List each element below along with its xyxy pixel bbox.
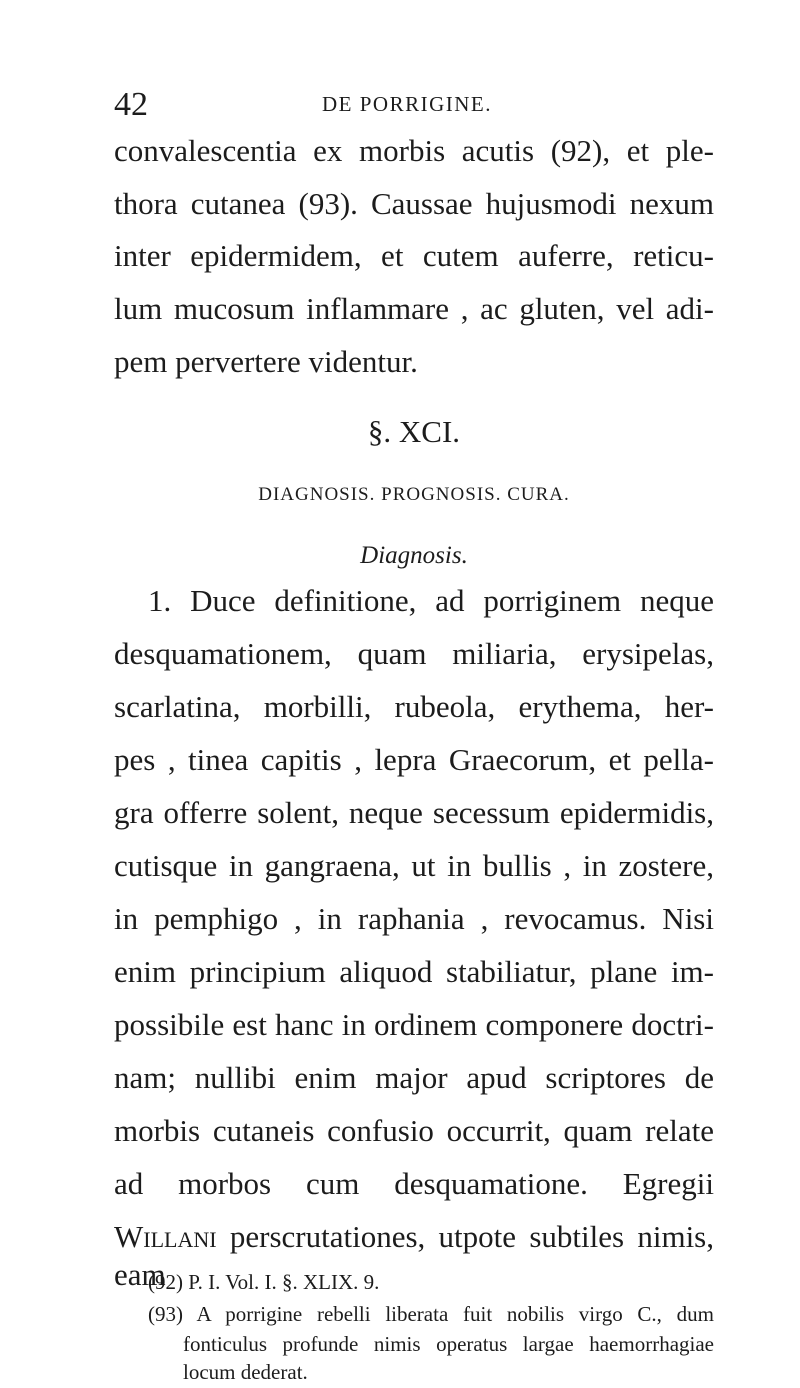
page-number: 42 bbox=[114, 86, 148, 123]
footnote-continuation: locum dederat. bbox=[183, 1360, 308, 1384]
section-italic-heading: Diagnosis. bbox=[360, 542, 468, 569]
body-line: possibile est hanc in ordinem componere doctri- bbox=[114, 1007, 714, 1042]
body-line: pes , tinea capitis , lepra Graecorum, et pella- bbox=[114, 742, 714, 777]
body-line: convalescentia ex morbis acutis (92), et ple- bbox=[114, 133, 714, 168]
footnote-continuation: fonticulus profunde nimis operatus largae haemorrhagiae bbox=[183, 1332, 714, 1356]
body-line: scarlatina, morbilli, rubeola, erythema, her- bbox=[114, 689, 714, 724]
author-name: Willani bbox=[114, 1219, 217, 1254]
body-line: desquamationem, quam miliaria, erysipelas, bbox=[114, 636, 714, 671]
page-header bbox=[114, 84, 714, 126]
body-line-rest: perscrutationes, utpote subtiles nimis, eam bbox=[114, 1219, 714, 1292]
body-line: inter epidermidem, et cutem auferre, reticu- bbox=[114, 238, 714, 273]
body-line: ad morbos cum desquamatione. Egregii bbox=[114, 1166, 714, 1201]
footnote: (92) P. I. Vol. I. §. XLIX. 9. bbox=[148, 1270, 380, 1294]
body-line: thora cutanea (93). Caussae hujusmodi nexum bbox=[114, 186, 714, 221]
body-line: gra offerre solent, neque secessum epidermidis, bbox=[114, 795, 714, 830]
body-line: 1. Duce definitione, ad porriginem neque bbox=[148, 583, 714, 618]
running-head: DE PORRIGINE. bbox=[322, 92, 492, 116]
body-line: enim principium aliquod stabiliatur, plane im- bbox=[114, 954, 714, 989]
body-line: lum mucosum inflammare , ac gluten, vel adi- bbox=[114, 291, 714, 326]
section-number: §. XCI. bbox=[367, 414, 461, 449]
body-line: nam; nullibi enim major apud scriptores de bbox=[114, 1060, 714, 1095]
body-line: cutisque in gangraena, ut in bullis , in zostere, bbox=[114, 848, 714, 883]
body-line: morbis cutaneis confusio occurrit, quam relate bbox=[114, 1113, 714, 1148]
body-line: in pemphigo , in raphania , revocamus. Nisi bbox=[114, 901, 714, 936]
section-subheading: DIAGNOSIS. PROGNOSIS. CURA. bbox=[258, 484, 570, 505]
body-line: pem pervertere videntur. bbox=[114, 344, 418, 379]
footnote: (93) A porrigine rebelli liberata fuit nobilis virgo C., dum bbox=[148, 1302, 714, 1326]
